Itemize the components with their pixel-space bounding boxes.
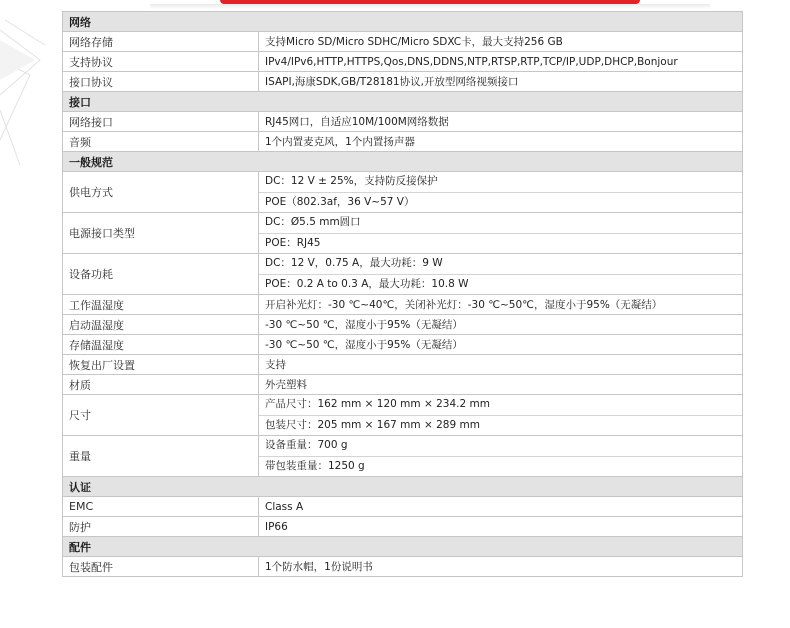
spec-label: 启动温湿度: [63, 315, 259, 335]
spec-value: 1个内置麦克风，1个内置扬声器: [259, 132, 743, 152]
spec-row: [63, 112, 743, 132]
spec-value: DC：12 V，0.75 A，最大功耗：9 W: [265, 257, 443, 269]
spec-row: [63, 172, 743, 213]
spec-label: 防护: [63, 517, 259, 537]
spec-value: 开启补光灯：-30 ℃~40℃，关闭补光灯：-30 ℃~50℃，湿度小于95%（无凝结）: [259, 295, 743, 315]
spec-row: [63, 395, 743, 436]
spec-row: [63, 436, 743, 477]
spec-value: POE：0.2 A to 0.3 A，最大功耗：10.8 W: [259, 274, 742, 295]
spec-row: [63, 32, 743, 52]
spec-label: 包装配件: [63, 557, 259, 577]
spec-table-body: [63, 12, 743, 577]
spec-row: [63, 213, 743, 254]
spec-row: [63, 557, 743, 577]
spec-row: [63, 295, 743, 315]
spec-label: 存储温湿度: [63, 335, 259, 355]
spec-value-group: [259, 213, 743, 254]
spec-row: [63, 375, 743, 395]
spec-value: DC：12 V ± 25%，支持防反接保护: [265, 175, 438, 187]
spec-value: 包装尺寸：205 mm × 167 mm × 289 mm: [259, 415, 742, 436]
spec-label: 材质: [63, 375, 259, 395]
spec-value: RJ45网口，自适应10M/100M网络数据: [259, 112, 743, 132]
spec-row: [63, 254, 743, 295]
spec-value: IP66: [259, 517, 743, 537]
section-header: [63, 152, 743, 172]
section-header: [63, 537, 743, 557]
spec-label: 尺寸: [63, 395, 259, 436]
spec-row: [63, 132, 743, 152]
spec-value: 支持Micro SD/Micro SDHC/Micro SDXC卡，最大支持256 GB: [259, 32, 743, 52]
spec-label: 网络接口: [63, 112, 259, 132]
spec-label: 工作温湿度: [63, 295, 259, 315]
spec-label: 音频: [63, 132, 259, 152]
spec-label: 恢复出厂设置: [63, 355, 259, 375]
spec-row: [63, 355, 743, 375]
spec-value: 1个防水帽，1份说明书: [259, 557, 743, 577]
spec-label: 重量: [63, 436, 259, 477]
spec-value: POE（802.3af，36 V~57 V）: [259, 192, 742, 213]
spec-value: POE：RJ45: [259, 233, 742, 254]
top-accent-shadow: [150, 4, 710, 9]
spec-value: 带包装重量：1250 g: [259, 456, 742, 477]
spec-label: 供电方式: [63, 172, 259, 213]
spec-value: 支持: [259, 355, 743, 375]
section-title: 认证: [63, 477, 743, 497]
section-title: 配件: [63, 537, 743, 557]
spec-value: -30 ℃~50 ℃，湿度小于95%（无凝结）: [259, 315, 743, 335]
spec-value-group: [259, 436, 743, 477]
spec-value: 外壳塑料: [259, 375, 743, 395]
spec-value-group: [259, 172, 743, 213]
spec-value: 产品尺寸：162 mm × 120 mm × 234.2 mm: [265, 398, 490, 410]
spec-row: [63, 335, 743, 355]
spec-label: 网络存储: [63, 32, 259, 52]
spec-label: 接口协议: [63, 72, 259, 92]
spec-row: [63, 72, 743, 92]
section-header: [63, 477, 743, 497]
section-header: [63, 92, 743, 112]
spec-label: 设备功耗: [63, 254, 259, 295]
spec-value: DC：Ø5.5 mm圆口: [265, 216, 361, 228]
spec-value: 设备重量：700 g: [265, 439, 348, 451]
section-title: 接口: [63, 92, 743, 112]
spec-value: IPv4/IPv6,HTTP,HTTPS,Qos,DNS,DDNS,NTP,RTSP,RTP,TCP/IP,UDP,DHCP,Bonjour: [259, 52, 743, 72]
section-title: 一般规范: [63, 152, 743, 172]
spec-row: [63, 52, 743, 72]
section-title: 网络: [63, 12, 743, 32]
spec-value-group: [259, 395, 743, 436]
spec-row: [63, 517, 743, 537]
spec-value: -30 ℃~50 ℃，湿度小于95%（无凝结）: [259, 335, 743, 355]
spec-table: [62, 11, 743, 577]
spec-label: EMC: [63, 497, 259, 517]
spec-row: [63, 315, 743, 335]
spec-value: Class A: [259, 497, 743, 517]
spec-label: 电源接口类型: [63, 213, 259, 254]
spec-value-group: [259, 254, 743, 295]
section-header: [63, 12, 743, 32]
spec-value: ISAPI,海康SDK,GB/T28181协议,开放型网络视频接口: [259, 72, 743, 92]
spec-row: [63, 497, 743, 517]
decorative-lines: [0, 0, 60, 170]
spec-label: 支持协议: [63, 52, 259, 72]
